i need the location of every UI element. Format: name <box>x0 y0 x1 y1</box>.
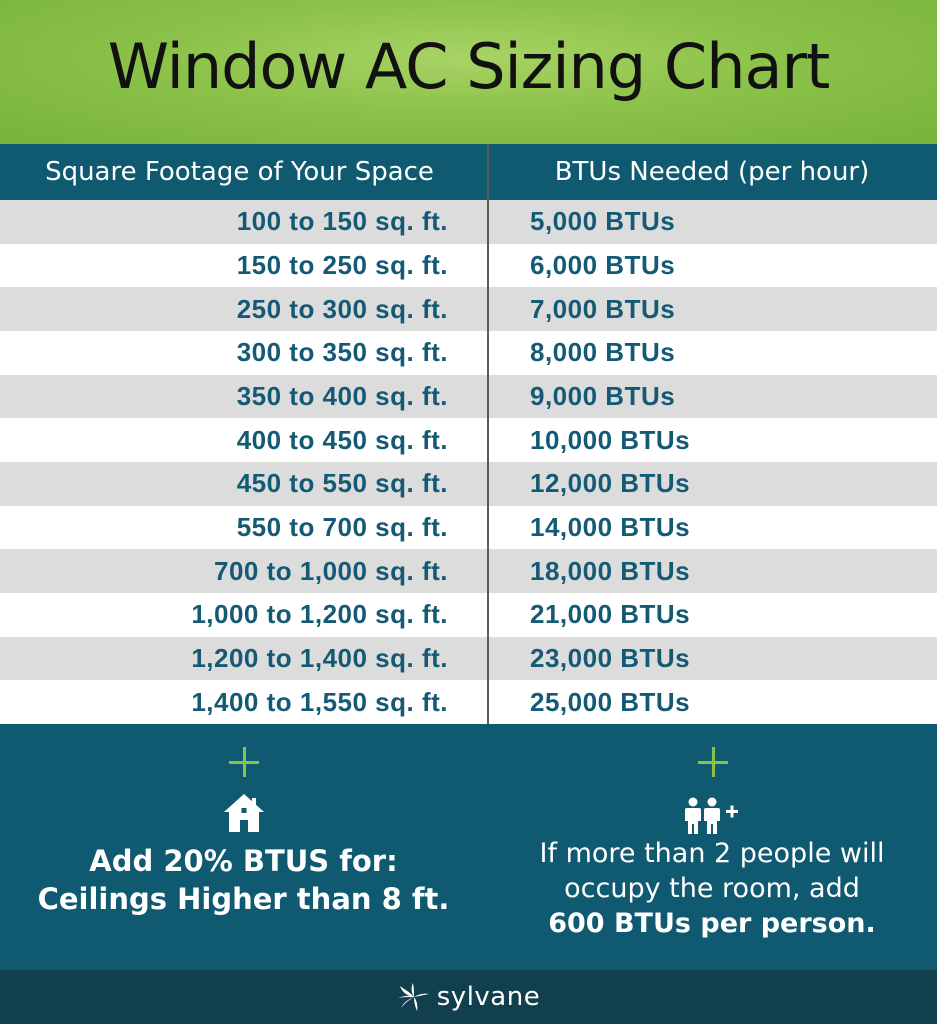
column-header-row <box>0 144 937 200</box>
btu-cell: 18,000 BTUs <box>530 555 691 586</box>
ceiling-note <box>0 842 487 918</box>
plus-icon <box>695 744 731 780</box>
brand-name: sylvane <box>436 982 541 1012</box>
btu-cell: 5,000 BTUs <box>530 206 676 237</box>
table-row <box>0 418 937 462</box>
square-footage-cell: 350 to 400 sq. ft. <box>236 380 448 411</box>
btu-cell: 21,000 BTUs <box>530 599 691 630</box>
people-plus-icon <box>683 797 743 835</box>
square-footage-cell: 1,400 to 1,550 sq. ft. <box>191 686 448 717</box>
square-footage-cell: 450 to 550 sq. ft. <box>236 468 448 499</box>
btu-cell: 14,000 BTUs <box>530 511 691 542</box>
footer <box>0 970 937 1024</box>
table-row <box>0 244 937 288</box>
square-footage-cell: 250 to 300 sq. ft. <box>236 293 448 324</box>
square-footage-cell: 300 to 350 sq. ft. <box>236 337 448 368</box>
square-footage-cell: 150 to 250 sq. ft. <box>236 249 448 280</box>
table-row <box>0 593 937 637</box>
square-footage-cell: 550 to 700 sq. ft. <box>236 511 448 542</box>
table-row <box>0 506 937 550</box>
people-note <box>487 836 937 941</box>
page-title: Window AC Sizing Chart <box>107 29 830 103</box>
column-divider <box>487 144 489 724</box>
table-row <box>0 680 937 724</box>
btu-cell: 7,000 BTUs <box>530 293 676 324</box>
table-row <box>0 331 937 375</box>
people-note-line2: occupy the room, add <box>564 873 860 904</box>
btu-cell: 9,000 BTUs <box>530 380 676 411</box>
btu-cell: 8,000 BTUs <box>530 337 676 368</box>
btu-cell: 12,000 BTUs <box>530 468 691 499</box>
column-header-btus: BTUs Needed (per hour) <box>554 157 870 187</box>
plus-icon <box>226 744 262 780</box>
square-footage-cell: 1,000 to 1,200 sq. ft. <box>191 599 448 630</box>
table-row <box>0 375 937 419</box>
table-row <box>0 462 937 506</box>
table-row <box>0 637 937 681</box>
ceiling-note-line2: Ceilings Higher than 8 ft. <box>37 882 450 916</box>
title-banner <box>0 0 937 144</box>
square-footage-cell: 700 to 1,000 sq. ft. <box>214 555 448 586</box>
brand-logo <box>397 982 540 1012</box>
people-note-line1: If more than 2 people will <box>539 838 885 869</box>
table-row <box>0 200 937 244</box>
sizing-table <box>0 200 937 724</box>
column-header-square-footage: Square Footage of Your Space <box>45 157 434 187</box>
btu-cell: 10,000 BTUs <box>530 424 691 455</box>
square-footage-cell: 100 to 150 sq. ft. <box>236 206 448 237</box>
square-footage-cell: 1,200 to 1,400 sq. ft. <box>191 642 448 673</box>
btu-cell: 6,000 BTUs <box>530 249 676 280</box>
people-note-line3: 600 BTUs per person. <box>548 908 876 939</box>
table-row <box>0 549 937 593</box>
btu-cell: 25,000 BTUs <box>530 686 691 717</box>
sylvane-logo-icon <box>397 982 431 1012</box>
notes-panel <box>0 724 937 970</box>
ceiling-note-line1: Add 20% BTUS for: <box>89 844 398 878</box>
square-footage-cell: 400 to 450 sq. ft. <box>236 424 448 455</box>
house-icon <box>222 792 266 834</box>
btu-cell: 23,000 BTUs <box>530 642 691 673</box>
table-row <box>0 287 937 331</box>
